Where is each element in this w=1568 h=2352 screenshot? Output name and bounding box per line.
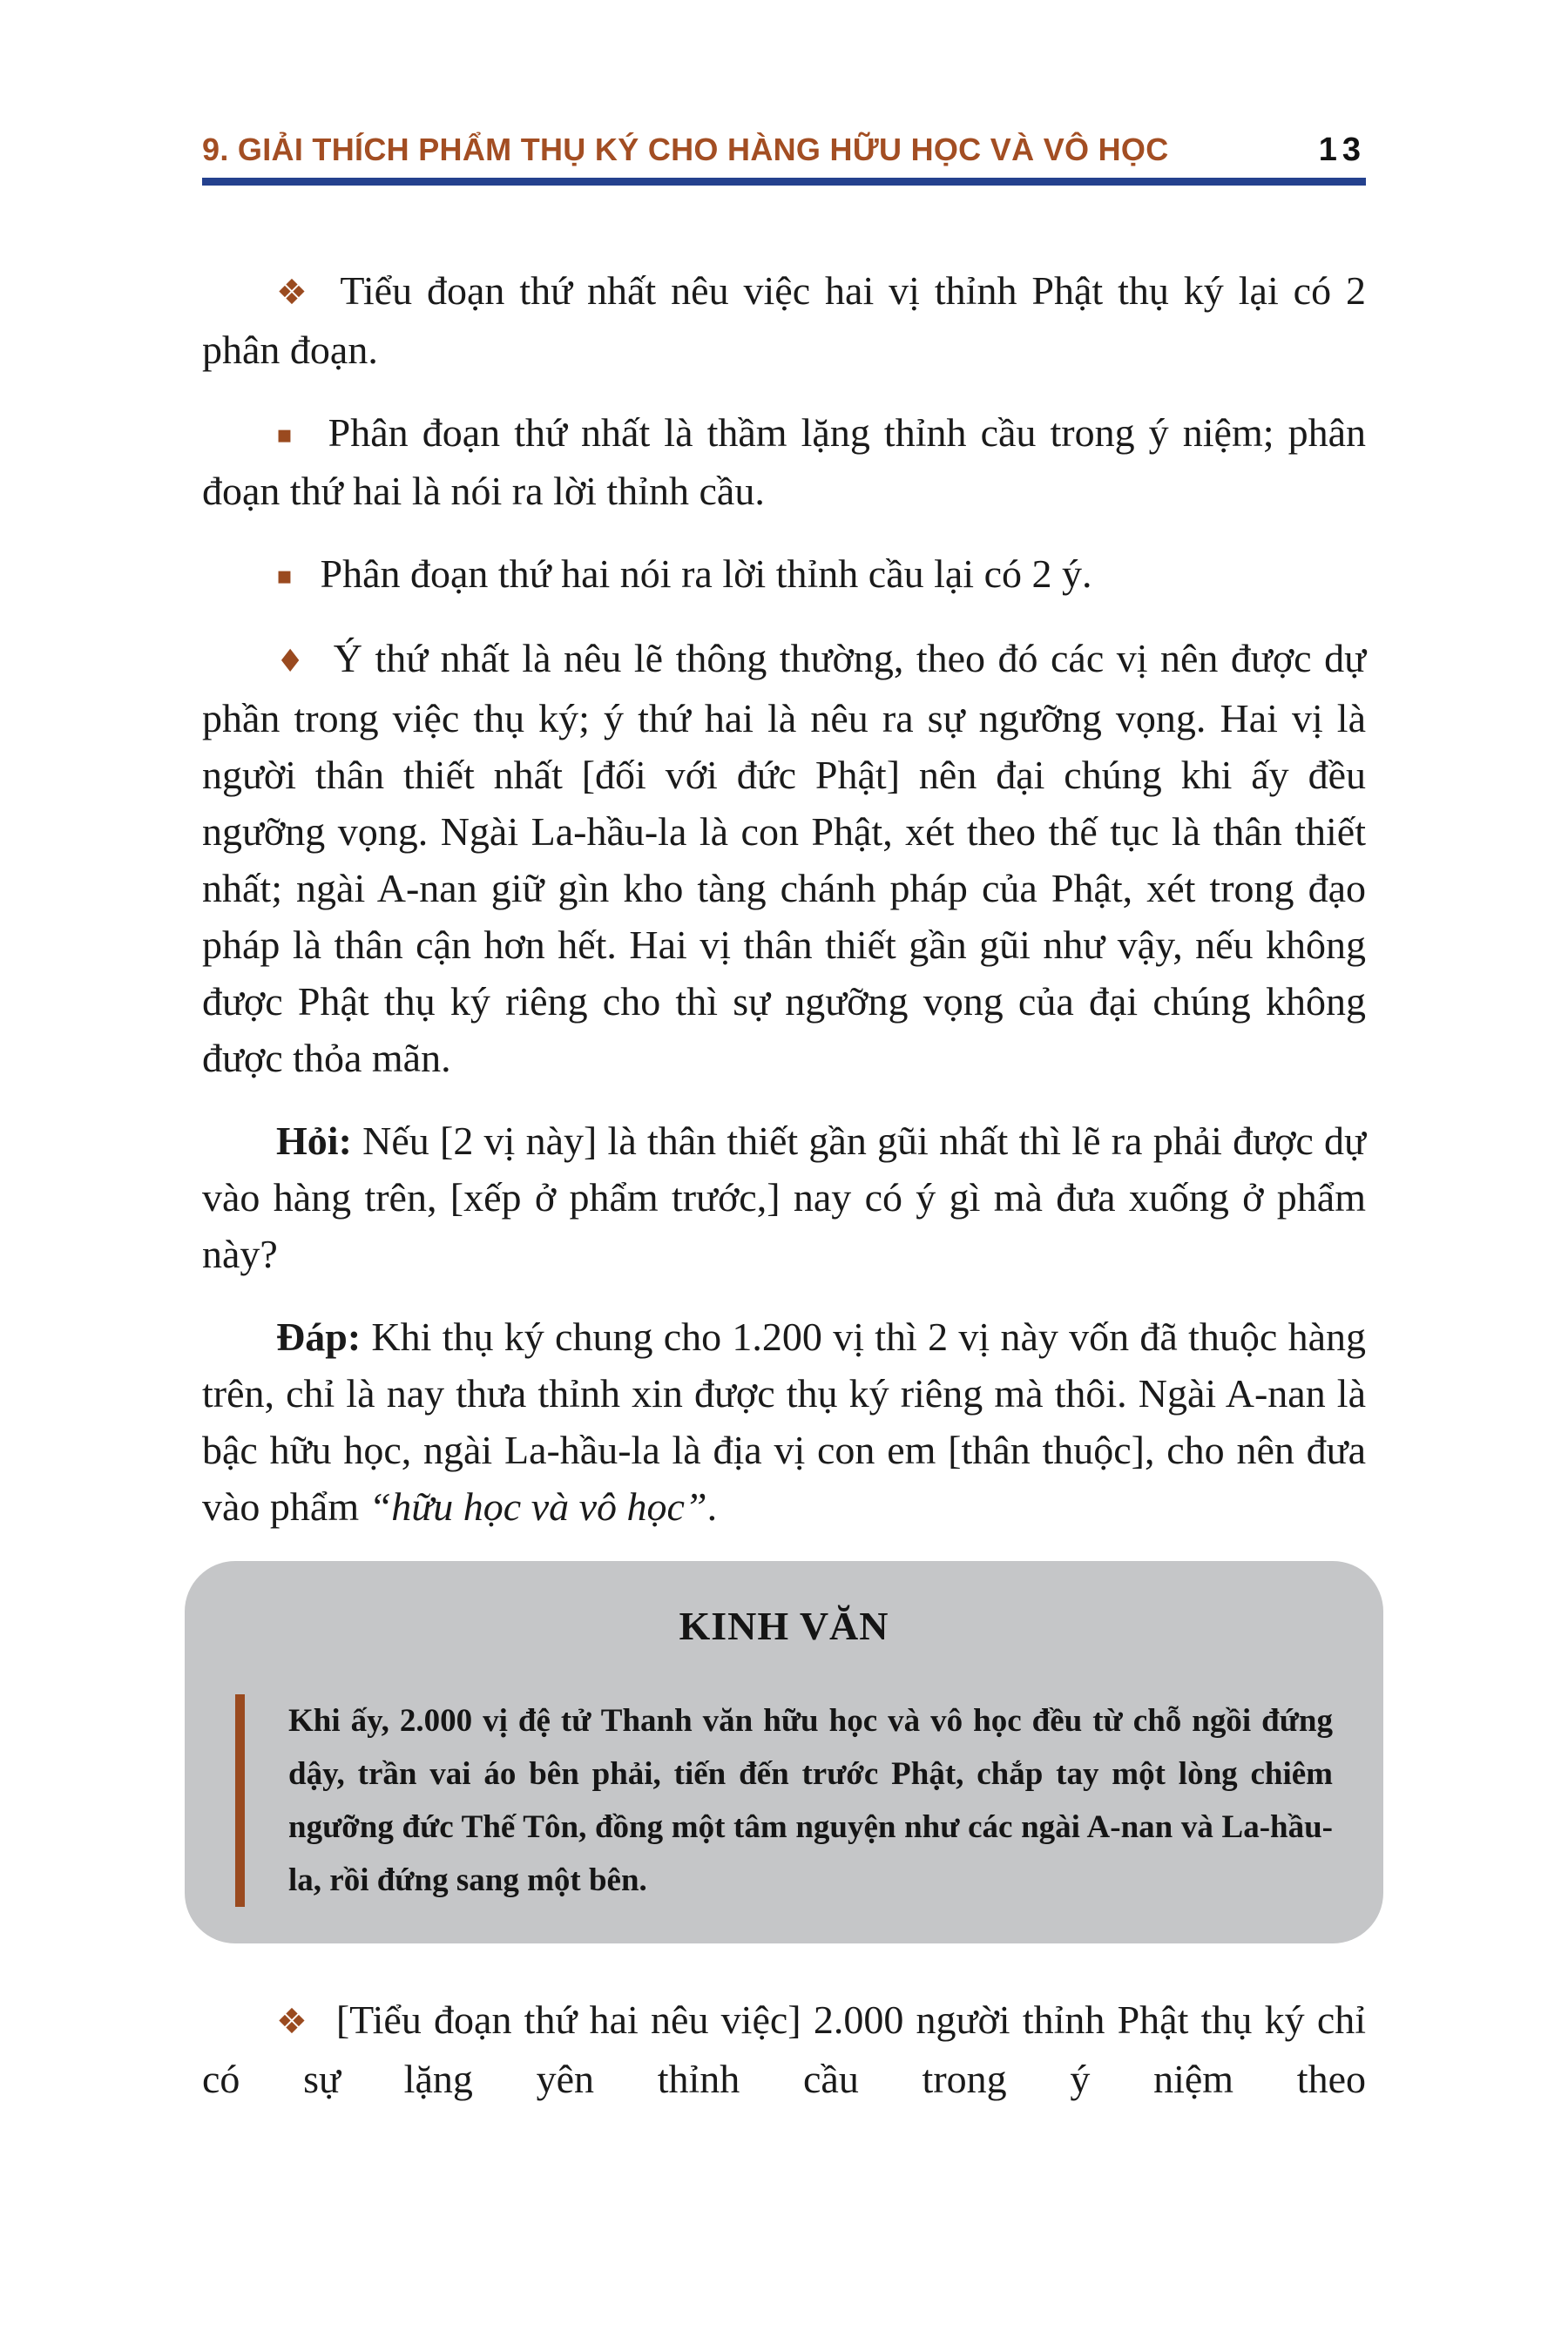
kinh-van-quote <box>235 1694 1333 1907</box>
paragraph-text: Phân đoạn thứ hai nói ra lời thỉnh cầu lại có 2 ý. <box>320 551 1092 596</box>
kinh-van-title: KINH VĂN <box>679 1604 889 1648</box>
square-bullet-icon: ▪ <box>276 420 297 449</box>
question-colon: : <box>338 1119 363 1163</box>
paragraph-text: Ý thứ nhất là nêu lẽ thông thường, theo đó các vị nên được dự phần trong việc thụ ký; ý thứ hai là nêu ra sự ngưỡng vọng. Hai vị là người thân thiết nhất [đối với đức Phật] nên đại chúng khi ấy đều ngưỡng vọng. Ngài La-hầu-la là con Phật, xét theo thế tục là thân thiết nhất; ngài A-nan giữ gìn kho tàng chánh pháp của Phật, xét trong đạo pháp là thân cận hơn hết. Hai vị thân thiết gần gũi như vậy, nếu không được Phật thụ ký riêng cho thì sự ngưỡng vọng của đại chúng không được thỏa mãn. <box>202 636 1366 1080</box>
header-rule <box>202 178 1366 186</box>
kinh-van-quote-text: Khi ấy, 2.000 vị đệ tử Thanh văn hữu học và vô học đều từ chỗ ngồi đứng dậy, trần vai áo bên phải, tiến đến trước Phật, chắp tay một lòng chiêm ngưỡng đức Thế Tôn, đồng một tâm nguyện như các ngài A-nan và La-hầu-la, rồi đứng sang một bên. <box>288 1703 1333 1898</box>
paragraph-3 <box>202 545 1366 604</box>
paragraph-text: Khi thụ ký chung cho 1.200 vị thì 2 vị này vốn đã thuộc hàng trên, chỉ là nay thưa thỉnh xin được thụ ký riêng mà thôi. Ngài A-nan là bậc hữu học, ngài La-hầu-la là địa vị con em [thân thuộc], cho nên đưa vào phẩm <box>202 1315 1366 1529</box>
paragraph-text: [Tiểu đoạn thứ hai nêu việc] 2.000 người thỉnh Phật thụ ký chỉ có sự lặng yên thỉnh cầu trong ý niệm theo <box>202 1997 1367 2101</box>
square-bullet-icon: ▪ <box>276 561 293 590</box>
paragraph-2 <box>202 404 1366 519</box>
paragraph-text: Phân đoạn thứ nhất là thầm lặng thỉnh cầu trong ý niệm; phân đoạn thứ hai là nói ra lời thỉnh cầu. <box>202 410 1367 513</box>
running-head-title: 9. GIẢI THÍCH PHẨM THỤ KÝ CHO HÀNG HỮU HỌC VÀ VÔ HỌC <box>202 132 1169 167</box>
paragraph-tail: . <box>706 1484 718 1529</box>
closing-paragraph <box>202 1991 1366 2107</box>
page-number: 13 <box>1318 132 1366 168</box>
question-lead: Hỏi <box>276 1119 339 1163</box>
answer-paragraph <box>202 1308 1366 1535</box>
page-content <box>202 262 1366 2107</box>
paragraph-text: Tiểu đoạn thứ nhất nêu việc hai vị thỉnh Phật thụ ký lại có 2 phân đoạn. <box>202 268 1367 372</box>
italic-phrase: “hữu học và vô học” <box>368 1484 707 1529</box>
answer-colon: : <box>347 1315 372 1359</box>
diamond-cluster-bullet-icon: ❖ <box>276 273 313 313</box>
kinh-van-box <box>185 1561 1383 1943</box>
diamond-cluster-bullet-icon: ❖ <box>276 2002 310 2042</box>
paragraph-1 <box>202 262 1366 378</box>
question-paragraph <box>202 1112 1366 1282</box>
diamond-bullet-icon: ♦ <box>276 644 308 679</box>
paragraph-4 <box>202 630 1366 1086</box>
paragraph-text: Nếu [2 vị này] là thân thiết gần gũi nhất thì lẽ ra phải được dự vào hàng trên, [xếp ở phẩm trước,] nay có ý gì mà đưa xuống ở phẩm này? <box>202 1119 1366 1276</box>
page-header <box>202 131 1366 169</box>
answer-lead: Đáp <box>276 1315 348 1359</box>
